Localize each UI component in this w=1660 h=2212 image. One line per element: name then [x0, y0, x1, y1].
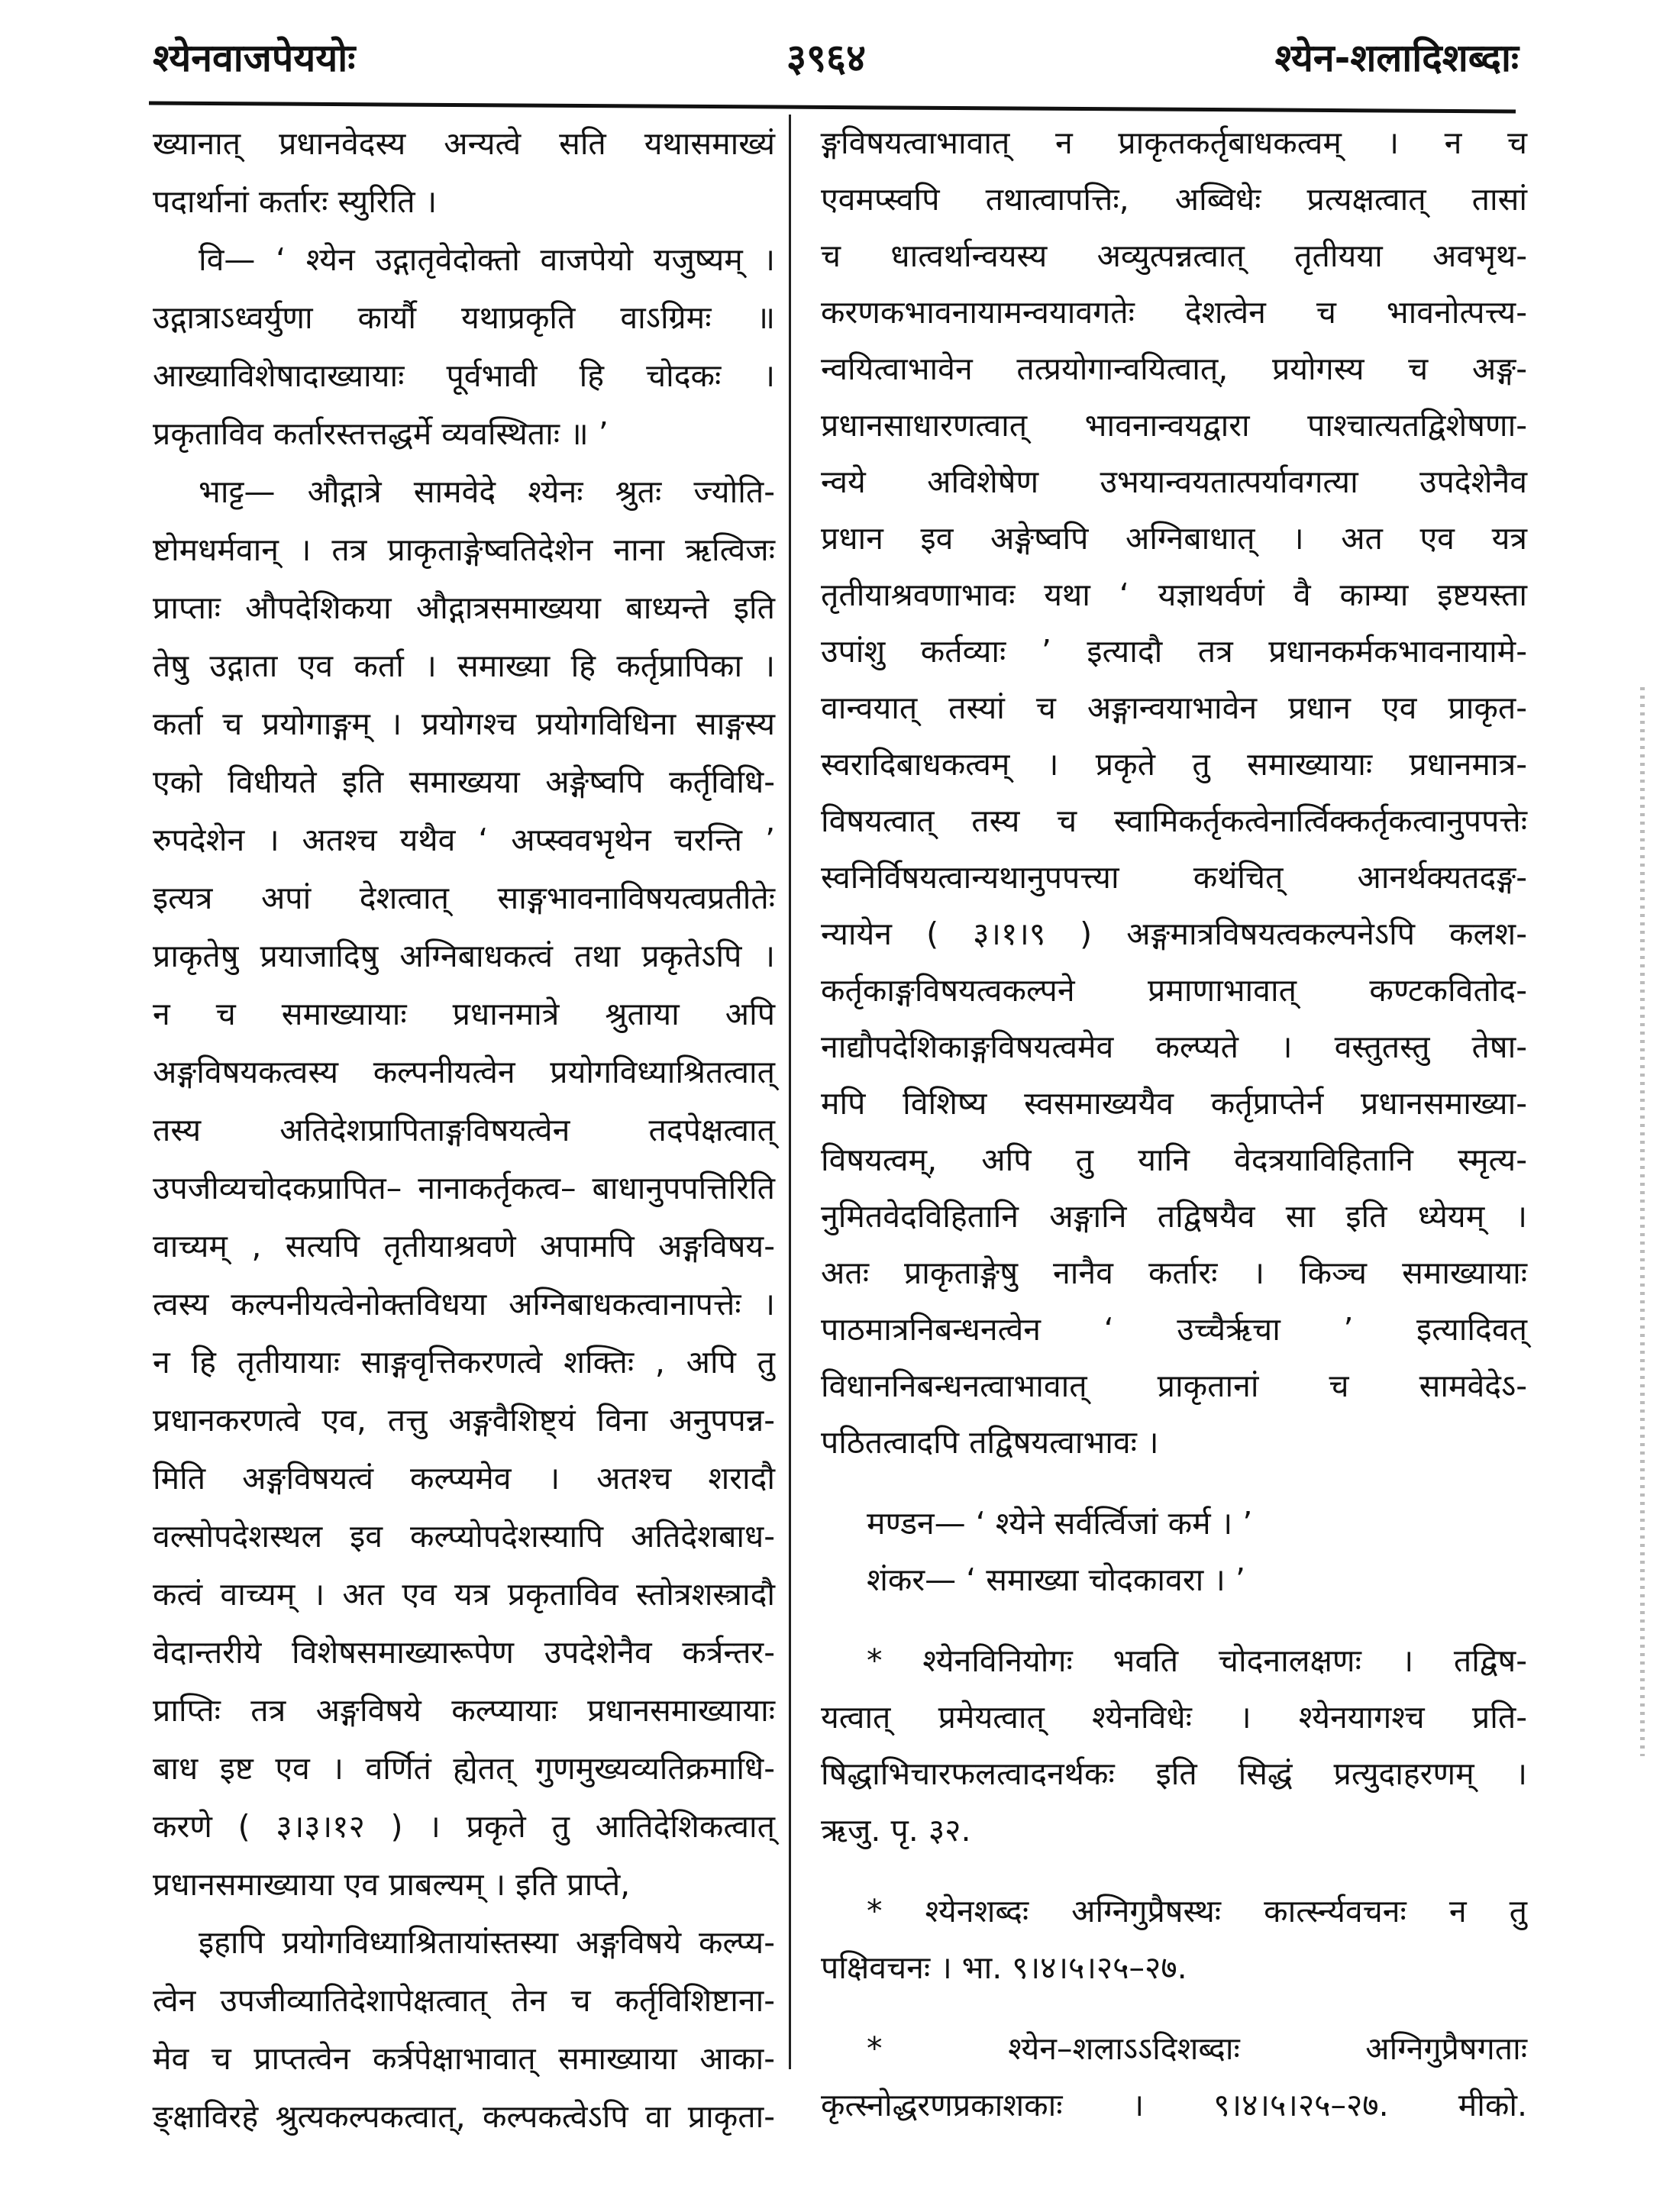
text-line: प्राकृतेषु प्रयाजादिषु अग्निबाधकत्वं तथा प्रकृतेऽपि ।	[153, 938, 775, 974]
text-line: करणकभावनायामन्वयावगतेः देशत्वेन च भावनोत्पत्त्य-	[821, 294, 1527, 331]
text-line: तृतीयाश्रवणाभावः यथा ‘ यज्ञाथर्वणं वै काम्या इष्टयस्ता	[821, 576, 1527, 613]
text-line: मेव च प्राप्तत्वेन कर्त्रपेक्षाभावात् समाख्याया आका-	[153, 2040, 775, 2077]
text-line: भाट्ट— औद्गात्रे सामवेदे श्येनः श्रुतः ज्योति-	[199, 473, 775, 510]
text-line: नाद्यौपदेशिकाङ्गविषयत्वमेव कल्प्यते । वस्तुतस्तु तेषा-	[821, 1028, 1527, 1065]
text-line: विषयत्वम्, अपि तु यानि वेदत्रयाविहितानि स्मृत्य-	[821, 1142, 1527, 1178]
text-line: न्वये अविशेषेण उभयान्वयतात्पर्यावगत्या उपदेशेनैव	[821, 463, 1527, 500]
text-line: कृत्स्नोद्धरणप्रकाशकाः । ९।४।५।२५–२७. मीको.	[821, 2087, 1527, 2123]
text-line: नुमितवेदविहितानि अङ्गानि तद्विषयैव सा इति ध्येयम् ।	[821, 1198, 1527, 1235]
text-line: ङ्क्षाविरहे श्रुत्यकल्पकत्वात्, कल्पकत्वेऽपि वा प्राकृता-	[153, 2098, 775, 2135]
text-line: उद्गात्राऽध्वर्युणा कार्यौ यथाप्रकृति वाऽग्रिमः ॥	[153, 299, 775, 336]
running-header-right: श्येन-शलादिशब्दाः	[1274, 36, 1519, 80]
text-line: ऋजु. पृ. ३२.	[821, 1812, 971, 1849]
text-line: बाध इष्ट एव । वर्णितं ह्येतत् गुणमुख्यव्यतिक्रमाधि-	[153, 1750, 775, 1787]
text-line: न्यायेन ( ३।१।९ ) अङ्गमात्रविषयत्वकल्पनेऽपि कलश-	[821, 915, 1527, 952]
text-line: रुपदेशेन । अतश्च यथैव ‘ अप्स्ववभृथेन चरन्ति ’	[153, 822, 775, 858]
text-line: तस्य अतिदेशप्रापिताङ्गविषयत्वेन तदपेक्षत्वात्	[153, 1112, 775, 1148]
text-line: वि— ‘ श्येन उद्गातृवेदोक्तो वाजपेयो यजुष्यम् ।	[199, 241, 775, 278]
text-line: यत्वात् प्रमेयत्वात् श्येनविधेः । श्येनयागश्च प्रति-	[821, 1699, 1527, 1736]
text-line: न हि तृतीयायाः साङ्गवृत्तिकरणत्वे शक्तिः , अपि तु	[153, 1344, 775, 1380]
text-line: वेदान्तरीये विशेषसमाख्यारूपेण उपदेशेनैव कर्त्रन्तर-	[153, 1634, 775, 1671]
text-line: पक्षिवचनः । भा. ९।४।५।२५–२७.	[821, 1949, 1187, 1986]
text-line: ष्टोमधर्मवान् । तत्र प्राकृताङ्गेष्वतिदेशेन नाना ऋत्विजः	[153, 531, 775, 568]
text-line: पठितत्वादपि तद्विषयत्वाभावः ।	[821, 1424, 1159, 1461]
text-line: प्राप्ताः औपदेशिकया औद्गात्रसमाख्यया बाध्यन्ते इति	[153, 589, 775, 626]
text-line: त्वेन उपजीव्यातिदेशापेक्षत्वात् तेन च कर्तृविशिष्टाना-	[153, 1982, 775, 2019]
text-line: वाच्यम् , सत्यपि तृतीयाश्रवणे अपामपि अङ्गविषय-	[153, 1228, 775, 1264]
text-line: उपांशु कर्तव्याः ’ इत्यादौ तत्र प्रधानकर्मकभावनायामे-	[821, 633, 1527, 670]
text-line: ख्यानात् प्रधानवेदस्य अन्यत्वे सति यथासमाख्यं	[153, 125, 775, 162]
text-line: अतः प्राकृताङ्गेषु नानैव कर्तारः । किञ्च समाख्यायाः	[821, 1255, 1527, 1291]
text-line: ङ्गविषयत्वाभावात् न प्राकृतकर्तृबाधकत्वम् । न च	[821, 124, 1527, 161]
text-line: इहापि प्रयोगविध्याश्रितायांस्तस्या अङ्गविषये कल्प्य-	[199, 1924, 775, 1961]
text-line: स्वनिर्विषयत्वान्यथानुपपत्त्या कथंचित् आनर्थक्यतदङ्ग-	[821, 859, 1527, 896]
text-line: विषयत्वात् तस्य च स्वामिकर्तृकत्वेनार्त्विक्कर्तृकत्वानुपपत्तेः	[821, 802, 1527, 839]
text-line: वान्वयात् तस्यां च अङ्गान्वयाभावेन प्रधान एव प्राकृत-	[821, 689, 1527, 726]
right-column	[821, 115, 1527, 2133]
page-number: ३९६४	[786, 36, 866, 80]
text-line: प्रधानकरणत्वे एव, तत्तु अङ्गवैशिष्ट्यं विना अनुपपन्न-	[153, 1402, 775, 1439]
text-line: एवमप्स्वपि तथात्वापत्तिः, अब्विधेः प्रत्यक्षत्वात् तासां	[821, 181, 1527, 218]
text-line: एको विधीयते इति समाख्यया अङ्गेष्वपि कर्तृविधि-	[153, 764, 775, 800]
text-line: आख्याविशेषादाख्यायाः पूर्वभावी हि चोदकः ।	[153, 357, 775, 394]
text-line: पदार्थानां कर्तारः स्युरिति ।	[153, 183, 438, 220]
text-line: इत्यत्र अपां देशत्वात् साङ्गभावनाविषयत्वप्रतीतेः	[153, 880, 775, 916]
text-line: विधाननिबन्धनत्वाभावात् प्राकृतानां च सामवेदेऽ-	[821, 1368, 1527, 1404]
text-line: प्रधानसमाख्याया एव प्राबल्यम् । इति प्राप्ते,	[153, 1866, 631, 1903]
text-line: उपजीव्यचोदकप्रापित– नानाकर्तृकत्व– बाधानुपपत्तिरिति	[153, 1170, 775, 1206]
text-line: करणे ( ३।३।१२ ) । प्रकृते तु आतिदेशिकत्वात्	[153, 1808, 775, 1845]
column-divider	[789, 115, 791, 2069]
text-line: षिद्धाभिचारफलत्वादनर्थकः इति सिद्धं प्रत्युदाहरणम् ।	[821, 1755, 1527, 1792]
text-line: कर्तृकाङ्गविषयत्वकल्पने प्रमाणाभावात् कण्टकवितोद-	[821, 972, 1527, 1009]
text-line: प्रधान इव अङ्गेष्वपि अग्निबाधात् । अत एव यत्र	[821, 520, 1527, 557]
text-line: स्वरादिबाधकत्वम् । प्रकृते तु समाख्यायाः प्रधानमात्र-	[821, 746, 1527, 783]
text-line: कत्वं वाच्यम् । अत एव यत्र प्रकृताविव स्तोत्रशस्त्रादौ	[153, 1576, 775, 1613]
text-line: अङ्गविषयकत्वस्य कल्पनीयत्वेन प्रयोगविध्याश्रितत्वात्	[153, 1054, 775, 1090]
text-line: न च समाख्यायाः प्रधानमात्रे श्रुताया अपि	[153, 996, 775, 1032]
text-line: तेषु उद्गाता एव कर्ता । समाख्या हि कर्तृप्रापिका ।	[153, 647, 775, 684]
text-line: च धात्वर्थान्वयस्य अव्युत्पन्नत्वात् तृतीयया अवभृथ-	[821, 237, 1527, 274]
header-rule	[149, 102, 1516, 114]
left-column	[153, 115, 775, 2146]
text-line: वल्सोपदेशस्थल इव कल्प्योपदेशस्यापि अतिदेशबाध-	[153, 1518, 775, 1555]
text-line: प्रधानसाधारणत्वात् भावनान्वयद्वारा पाश्चात्यतद्विशेषणा-	[821, 407, 1527, 444]
text-line: प्रकृताविव कर्तारस्तत्तद्धर्मे व्यवस्थिताः ॥ ’	[153, 415, 609, 452]
text-line: मपि विशिष्य स्वसमाख्ययैव कर्तृप्राप्तेर्न प्रधानसमाख्या-	[821, 1085, 1527, 1122]
text-line: त्वस्य कल्पनीयत्वेनोक्तविधया अग्निबाधकत्वानापत्तेः ।	[153, 1286, 775, 1322]
text-line: * श्येनशब्दः अग्निगुप्रैषस्थः कार्त्स्न्यवचनः न तु	[867, 1893, 1527, 1929]
text-line: * श्येनविनियोगः भवति चोदनालक्षणः । तद्विष-	[867, 1642, 1527, 1679]
text-line: प्राप्तिः तत्र अङ्गविषये कल्प्यायाः प्रधानसमाख्यायाः	[153, 1692, 775, 1729]
scan-edge-noise	[1640, 687, 1645, 1756]
text-line: मिति अङ्गविषयत्वं कल्प्यमेव । अतश्च शरादौ	[153, 1460, 775, 1497]
text-line: मण्डन— ‘ श्येने सर्वर्त्विजां कर्म । ’	[867, 1505, 1253, 1542]
running-header-left: श्येनवाजपेययोः	[153, 36, 356, 80]
text-line: पाठमात्रनिबन्धनत्वेन ‘ उच्चैर्ऋचा ’ इत्यादिवत्	[821, 1311, 1527, 1348]
text-line: शंकर— ‘ समाख्या चोदकावरा । ’	[867, 1561, 1245, 1598]
text-line: कर्ता च प्रयोगाङ्गम् । प्रयोगश्च प्रयोगविधिना साङ्गस्य	[153, 706, 775, 742]
text-line: न्वयित्वाभावेन तत्प्रयोगान्वयित्वात्, प्रयोगस्य च अङ्ग-	[821, 350, 1527, 387]
text-line: * श्येन–शलाऽऽदिशब्दाः अग्निगुप्रैषगताः	[867, 2030, 1527, 2067]
